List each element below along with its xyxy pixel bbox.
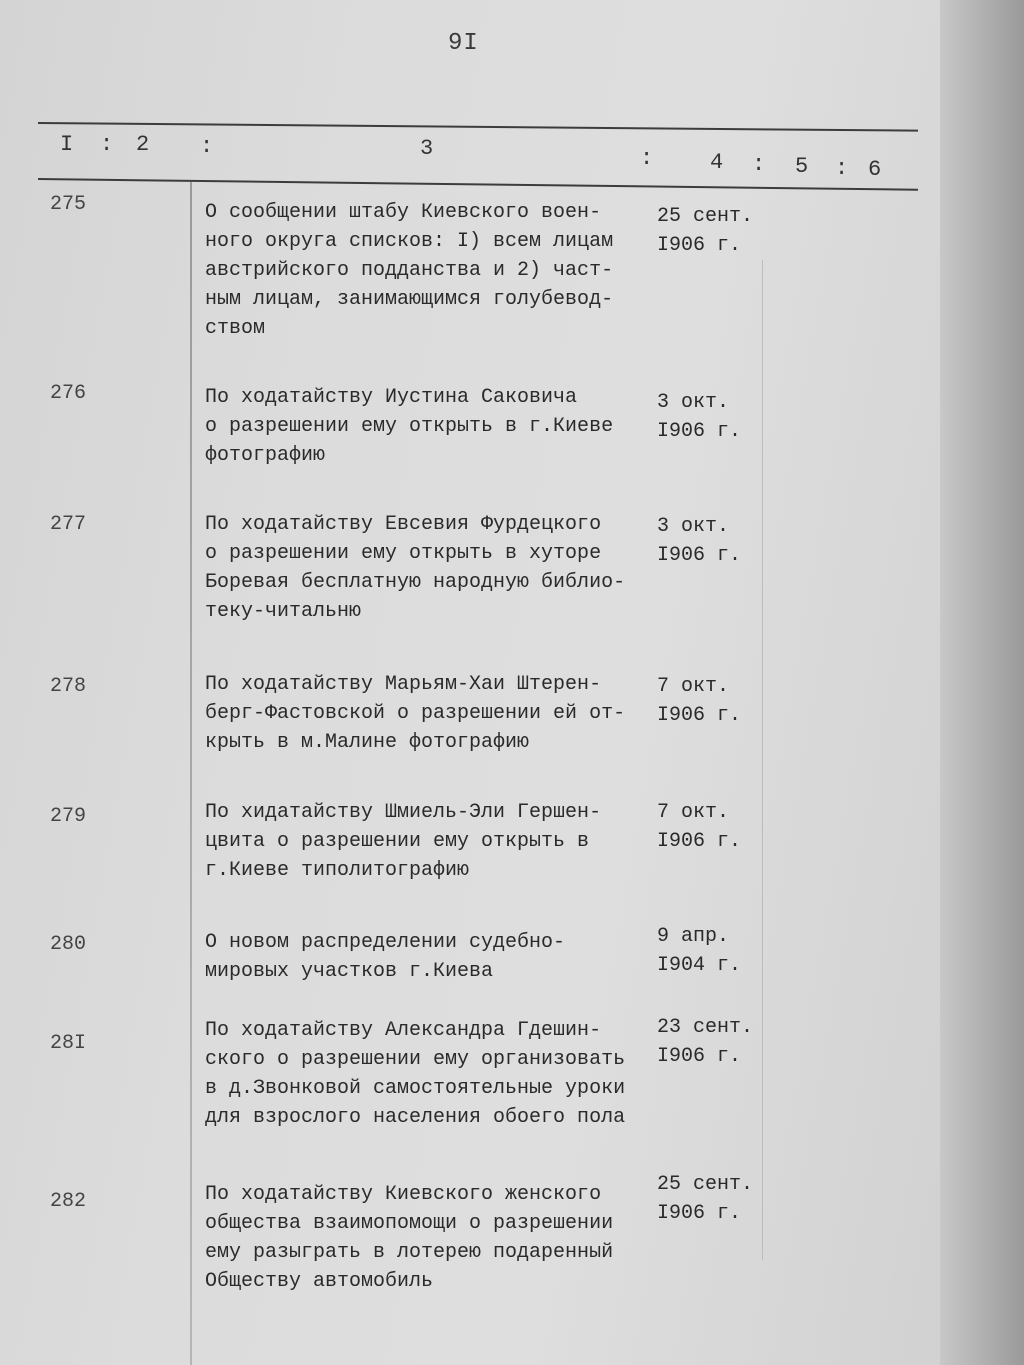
entry-text: По ходатайству Марьям-Хаи Штерен- берг-Фастовской о разрешении ей от- крыть в м.Малине фотографию: [205, 673, 626, 754]
col-header-sep: :: [100, 132, 114, 157]
entry-text: По ходатайству Евсевия Фурдецкого о разрешении ему открыть в хуторе Боревая бесплатную народную библио- теку-читальню: [205, 513, 626, 623]
entry-number: 282: [50, 1190, 87, 1213]
entry-date: 3 окт. I906 г.: [657, 515, 742, 567]
entry-number: 278: [50, 675, 87, 698]
col-header-5: 5: [795, 154, 809, 179]
entry-date: 7 окт. I906 г.: [657, 801, 742, 853]
column-divider: [190, 182, 192, 1365]
col-header-4: 4: [710, 150, 724, 175]
entry-text: О новом распределении судебно- мировых участков г.Киева: [205, 931, 566, 983]
entry-text: По ходатайству Иустина Саковича о разрешении ему открыть в г.Киеве фотографию: [205, 386, 614, 467]
col-header-sep: :: [640, 146, 654, 171]
entry-date: 25 сент. I906 г.: [657, 205, 754, 257]
col-header-2: 2: [136, 132, 150, 157]
entry-date: 9 апр. I904 г.: [657, 925, 742, 977]
entry-number: 277: [50, 513, 87, 536]
page-number: 9I: [448, 30, 479, 57]
col-header-sep: :: [200, 134, 214, 159]
header-rule-top: [38, 122, 918, 132]
col-header-sep: :: [835, 156, 849, 181]
entry-text: По хидатайству Шмиель-Эли Гершен- цвита о разрешении ему открыть в г.Киеве типолитографию: [205, 801, 602, 882]
col-header-3: 3: [420, 136, 434, 161]
entry-text: По ходатайству Александра Гдешин- ского о разрешении ему организовать в д.Звонковой самостоятельные уроки для взрослого населения обоего пола: [205, 1019, 626, 1129]
entry-text: О сообщении штабу Киевского воен- ного округа списков: I) всем лицам австрийского подданства и 2) част- ным лицам, занимающимся голубевод- ством: [205, 201, 614, 340]
entry-date: 7 окт. I906 г.: [657, 675, 742, 727]
header-rule-bottom: [38, 178, 918, 191]
entry-number: 279: [50, 805, 87, 828]
entry-number: 28I: [50, 1032, 87, 1055]
entry-number: 275: [50, 193, 87, 216]
page-edge-shadow: [940, 0, 1024, 1365]
entry-number: 280: [50, 933, 87, 956]
entry-date: 25 сент. I906 г.: [657, 1173, 754, 1225]
entry-date: 23 сент. I906 г.: [657, 1016, 754, 1068]
entry-number: 276: [50, 382, 87, 405]
col-header-6: 6: [868, 157, 882, 182]
col-header-sep: :: [752, 152, 766, 177]
entry-text: По ходатайству Киевского женского общества взаимопомощи о разрешении ему разыграть в лотерею подаренный Обществу автомобиль: [205, 1183, 614, 1293]
col-header-1: I: [60, 132, 74, 157]
entry-date: 3 окт. I906 г.: [657, 391, 742, 443]
